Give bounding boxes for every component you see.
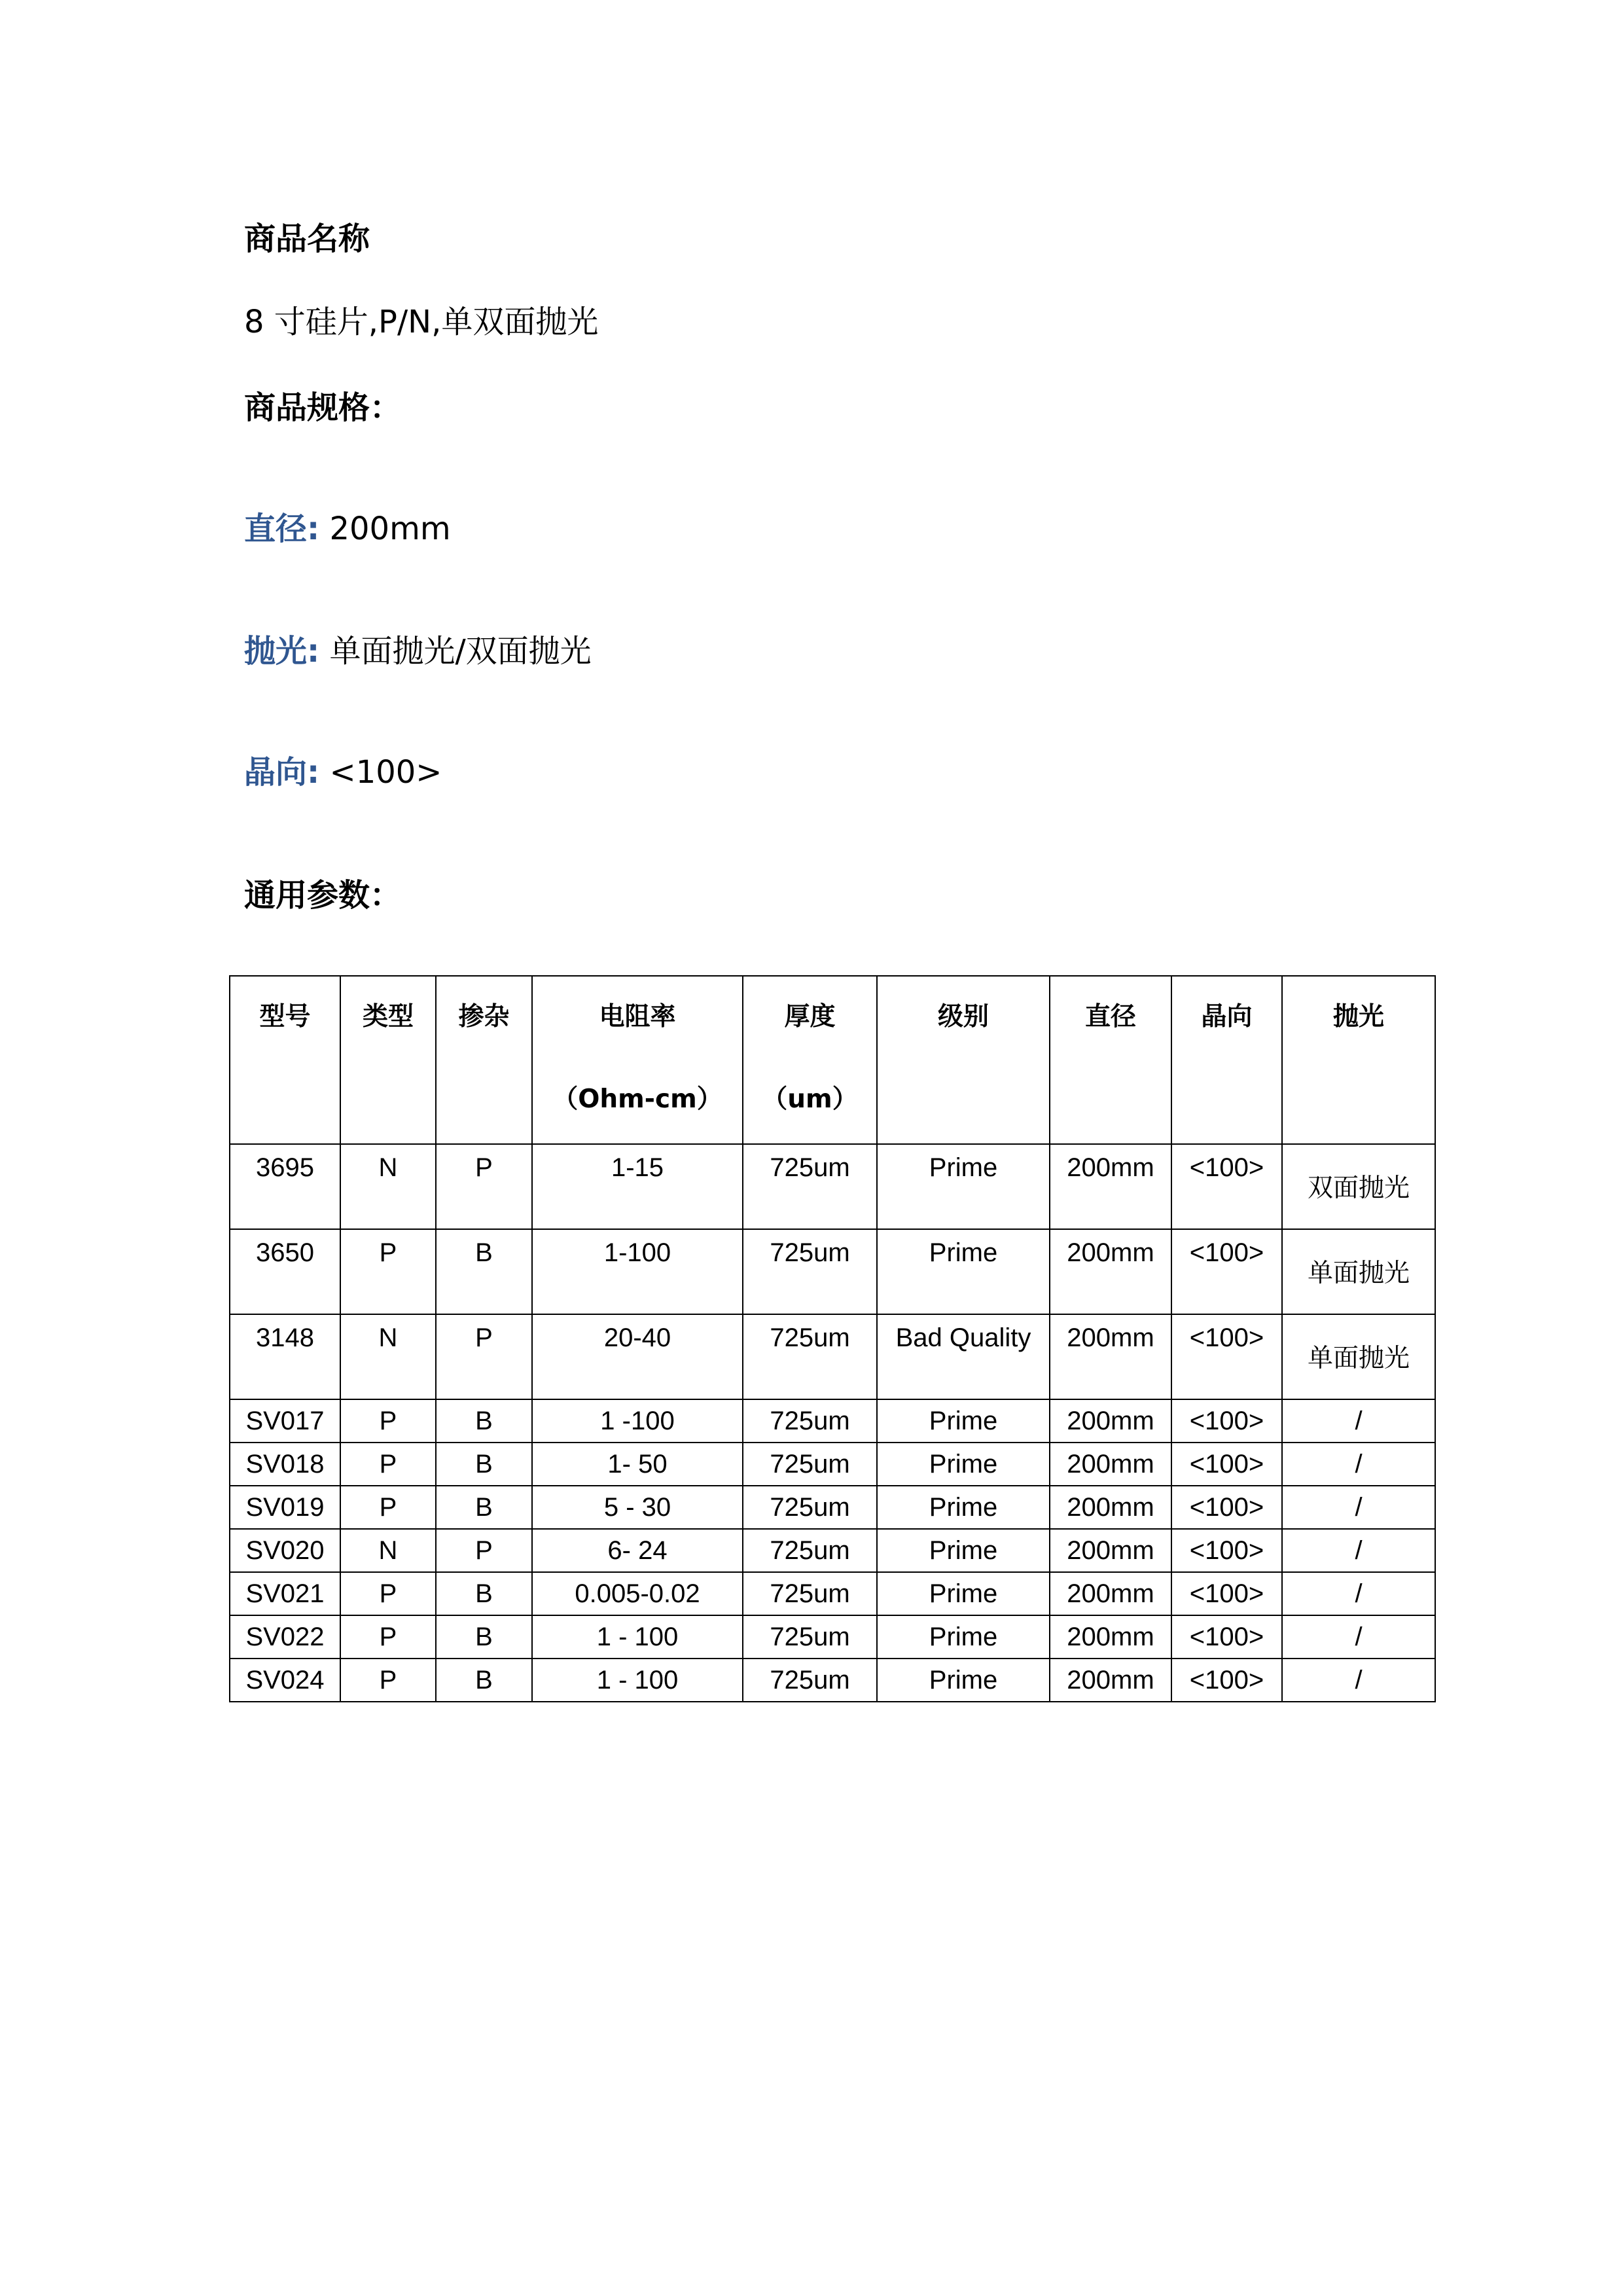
cell-orientation: <100> bbox=[1171, 1529, 1282, 1572]
cell-dopant: B bbox=[436, 1659, 532, 1702]
cell-type: P bbox=[340, 1615, 436, 1659]
cell-diameter: 200mm bbox=[1067, 1323, 1154, 1352]
table-row bbox=[230, 1659, 1435, 1702]
cell-dopant: P bbox=[475, 1323, 493, 1352]
header-type: 类型 bbox=[340, 976, 436, 1144]
cell-type: P bbox=[340, 1572, 436, 1615]
cell-polish: / bbox=[1282, 1443, 1435, 1486]
cell-polish: 双面抛光 bbox=[1307, 1174, 1410, 1203]
cell-thickness: 725um bbox=[743, 1529, 877, 1572]
cell-diameter: 200mm bbox=[1067, 1238, 1154, 1267]
cell-model: SV020 bbox=[230, 1529, 340, 1572]
spec-diameter bbox=[244, 509, 451, 548]
cell-type: P bbox=[340, 1486, 436, 1529]
cell-polish: / bbox=[1282, 1615, 1435, 1659]
cell-diameter: 200mm bbox=[1050, 1572, 1171, 1615]
cell-diameter: 200mm bbox=[1050, 1529, 1171, 1572]
cell-dopant: P bbox=[475, 1153, 493, 1182]
cell-polish: 单面抛光 bbox=[1307, 1259, 1410, 1288]
header-model: 型号 bbox=[230, 976, 340, 1144]
cell-diameter: 200mm bbox=[1050, 1486, 1171, 1529]
cell-dopant: B bbox=[436, 1443, 532, 1486]
table-row bbox=[230, 1486, 1435, 1529]
table-row bbox=[230, 1144, 1435, 1229]
cell-grade: Prime bbox=[877, 1572, 1050, 1615]
cell-model: 3695 bbox=[256, 1153, 314, 1182]
spec-orientation bbox=[244, 753, 442, 792]
cell-dopant: P bbox=[436, 1529, 532, 1572]
parameters-table bbox=[229, 975, 1436, 1702]
cell-grade: Prime bbox=[877, 1443, 1050, 1486]
cell-grade: Prime bbox=[877, 1615, 1050, 1659]
cell-thickness: 725um bbox=[743, 1443, 877, 1486]
cell-thickness: 725um bbox=[743, 1659, 877, 1702]
cell-model: SV019 bbox=[230, 1486, 340, 1529]
cell-type: P bbox=[340, 1399, 436, 1443]
cell-grade: Prime bbox=[929, 1238, 998, 1267]
cell-dopant: B bbox=[436, 1399, 532, 1443]
cell-model: SV018 bbox=[230, 1443, 340, 1486]
table-row bbox=[230, 1314, 1435, 1399]
header-orientation: 晶向 bbox=[1171, 976, 1282, 1144]
cell-type: P bbox=[379, 1238, 397, 1267]
table-row bbox=[230, 1229, 1435, 1314]
cell-resistivity: 1 - 100 bbox=[532, 1615, 743, 1659]
table-row bbox=[230, 1615, 1435, 1659]
table-row bbox=[230, 1529, 1435, 1572]
cell-polish: / bbox=[1282, 1486, 1435, 1529]
table-body bbox=[230, 1144, 1435, 1702]
product-name: 8 寸硅片,P/N,单双面抛光 bbox=[244, 304, 599, 340]
spec-polish-value: 单面抛光/双面抛光 bbox=[329, 633, 592, 670]
cell-dopant: B bbox=[475, 1238, 493, 1267]
cell-orientation: <100> bbox=[1189, 1238, 1264, 1267]
cell-resistivity: 0.005-0.02 bbox=[532, 1572, 743, 1615]
cell-grade: Prime bbox=[877, 1399, 1050, 1443]
spec-diameter-value: 200mm bbox=[329, 511, 451, 547]
cell-polish: 单面抛光 bbox=[1307, 1344, 1410, 1373]
cell-thickness: 725um bbox=[770, 1323, 850, 1352]
cell-grade: Prime bbox=[877, 1659, 1050, 1702]
cell-resistivity: 1 -100 bbox=[532, 1399, 743, 1443]
header-polish: 抛光 bbox=[1282, 976, 1435, 1144]
cell-thickness: 725um bbox=[770, 1238, 850, 1267]
table-row bbox=[230, 1399, 1435, 1443]
cell-model: 3650 bbox=[256, 1238, 314, 1267]
header-thickness: 厚度 （um） bbox=[743, 976, 877, 1144]
cell-grade: Prime bbox=[877, 1486, 1050, 1529]
cell-polish: / bbox=[1282, 1399, 1435, 1443]
cell-dopant: B bbox=[436, 1572, 532, 1615]
cell-type: N bbox=[340, 1529, 436, 1572]
cell-orientation: <100> bbox=[1189, 1323, 1264, 1352]
cell-resistivity: 1- 50 bbox=[532, 1443, 743, 1486]
cell-diameter: 200mm bbox=[1067, 1153, 1154, 1182]
cell-type: N bbox=[378, 1153, 398, 1182]
product-name-heading: 商品名称 bbox=[244, 221, 370, 257]
header-resistivity: 电阻率 （Ohm-cm） bbox=[532, 976, 743, 1144]
cell-orientation: <100> bbox=[1171, 1572, 1282, 1615]
cell-model: SV024 bbox=[230, 1659, 340, 1702]
cell-diameter: 200mm bbox=[1050, 1659, 1171, 1702]
cell-thickness: 725um bbox=[743, 1572, 877, 1615]
cell-model: SV022 bbox=[230, 1615, 340, 1659]
cell-model: SV021 bbox=[230, 1572, 340, 1615]
spec-orientation-value: <100> bbox=[329, 754, 442, 791]
spec-polish-label: 抛光: bbox=[244, 633, 320, 670]
table-row bbox=[230, 1572, 1435, 1615]
cell-resistivity: 20-40 bbox=[603, 1323, 671, 1352]
cell-resistivity: 6- 24 bbox=[532, 1529, 743, 1572]
cell-orientation: <100> bbox=[1171, 1615, 1282, 1659]
cell-resistivity: 5 - 30 bbox=[532, 1486, 743, 1529]
cell-polish: / bbox=[1282, 1572, 1435, 1615]
cell-thickness: 725um bbox=[743, 1486, 877, 1529]
cell-orientation: <100> bbox=[1171, 1443, 1282, 1486]
spec-diameter-label: 直径: bbox=[244, 511, 320, 547]
cell-type: N bbox=[378, 1323, 398, 1352]
cell-grade: Bad Quality bbox=[895, 1323, 1031, 1352]
product-spec-heading: 商品规格： bbox=[244, 389, 402, 426]
cell-type: P bbox=[340, 1659, 436, 1702]
cell-dopant: B bbox=[436, 1615, 532, 1659]
cell-orientation: <100> bbox=[1171, 1659, 1282, 1702]
cell-model: 3148 bbox=[256, 1323, 314, 1352]
cell-resistivity: 1-15 bbox=[611, 1153, 664, 1182]
cell-diameter: 200mm bbox=[1050, 1615, 1171, 1659]
cell-dopant: B bbox=[436, 1486, 532, 1529]
cell-orientation: <100> bbox=[1189, 1153, 1264, 1182]
cell-diameter: 200mm bbox=[1050, 1399, 1171, 1443]
table-row bbox=[230, 1443, 1435, 1486]
cell-orientation: <100> bbox=[1171, 1399, 1282, 1443]
cell-resistivity: 1-100 bbox=[603, 1238, 671, 1267]
cell-type: P bbox=[340, 1443, 436, 1486]
cell-polish: / bbox=[1282, 1529, 1435, 1572]
general-params-heading: 通用参数： bbox=[244, 877, 402, 914]
cell-grade: Prime bbox=[877, 1529, 1050, 1572]
header-dopant: 掺杂 bbox=[436, 976, 532, 1144]
cell-model: SV017 bbox=[230, 1399, 340, 1443]
cell-polish: / bbox=[1282, 1659, 1435, 1702]
cell-thickness: 725um bbox=[770, 1153, 850, 1182]
spec-polish bbox=[244, 632, 592, 671]
cell-thickness: 725um bbox=[743, 1615, 877, 1659]
cell-grade: Prime bbox=[929, 1153, 998, 1182]
header-diameter: 直径 bbox=[1050, 976, 1171, 1144]
spec-orientation-label: 晶向: bbox=[244, 754, 320, 791]
table-header-row bbox=[230, 976, 1435, 1144]
cell-orientation: <100> bbox=[1171, 1486, 1282, 1529]
header-grade: 级别 bbox=[877, 976, 1050, 1144]
cell-thickness: 725um bbox=[743, 1399, 877, 1443]
cell-diameter: 200mm bbox=[1050, 1443, 1171, 1486]
cell-resistivity: 1 - 100 bbox=[532, 1659, 743, 1702]
